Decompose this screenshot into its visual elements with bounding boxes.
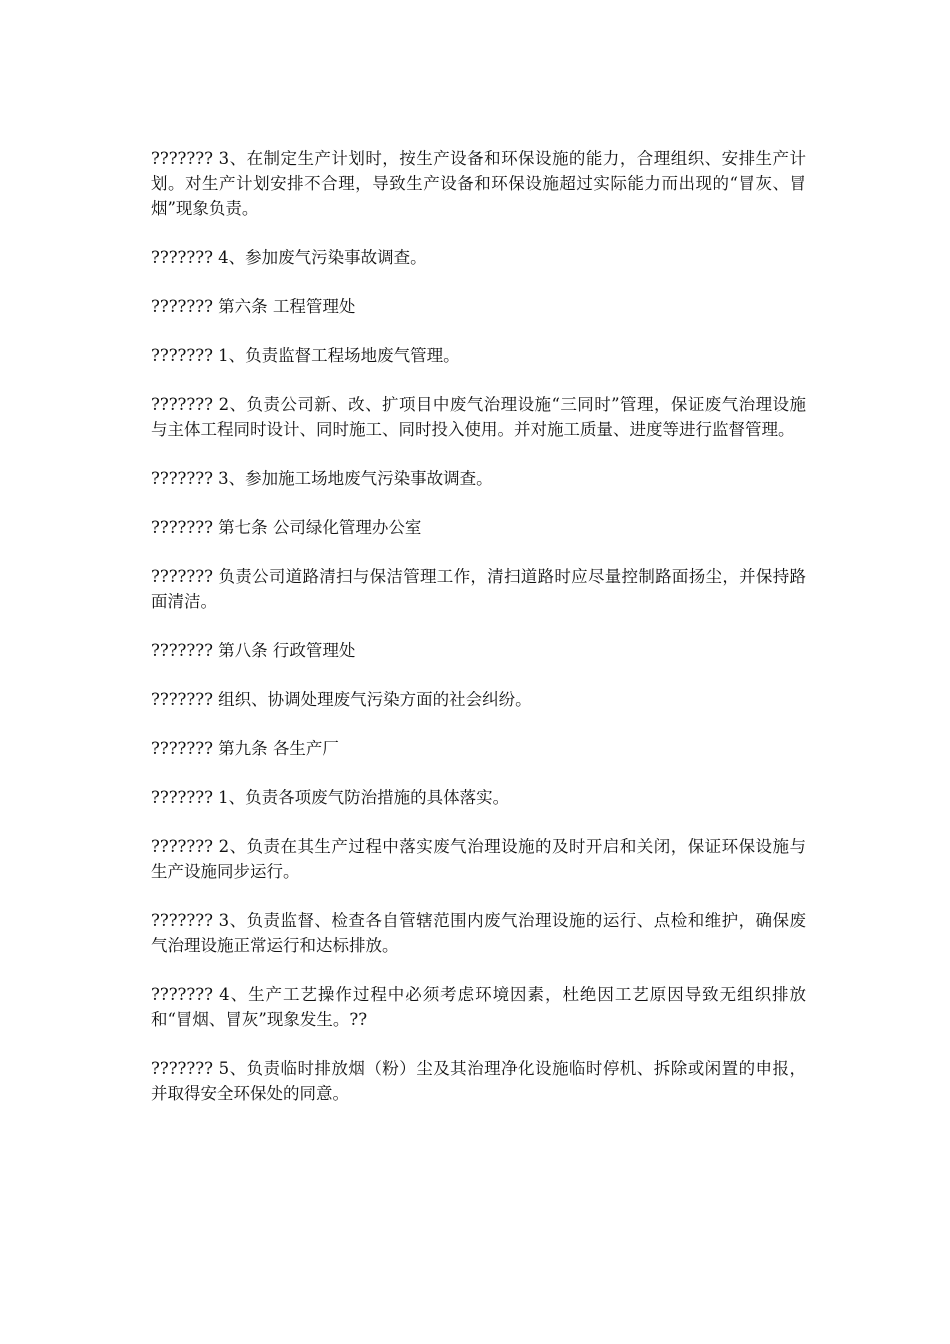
paragraph-site-supervision: ??????? 1、负责监督工程场地废气管理。	[151, 346, 460, 365]
paragraph-inspection-maintenance: ??????? 3、负责监督、检查各自管辖范围内废气治理设施的运行、点检和维护，确保废气治理设施正常运行和达标排放。	[151, 911, 806, 955]
paragraph-temporary-shutdown: ??????? 5、负责临时排放烟（粉）尘及其治理净化设施临时停机、拆除或闲置的申报，并取得安全环保处的同意。	[151, 1059, 806, 1103]
section-heading-article-8: ??????? 第八条 行政管理处	[151, 641, 356, 660]
document-body	[151, 146, 806, 1130]
paragraph-exhaust-investigation: ??????? 4、参加废气污染事故调查。	[151, 248, 427, 267]
paragraph-prevention-measures: ??????? 1、负责各项废气防治措施的具体落实。	[151, 788, 510, 807]
paragraph-process-factors: ??????? 4、生产工艺操作过程中必须考虑环境因素，杜绝因工艺原因导致无组织排放和“冒烟、冒灰”现象发生。??	[151, 985, 806, 1029]
paragraph-site-investigation: ??????? 3、参加施工场地废气污染事故调查。	[151, 469, 493, 488]
section-heading-article-9: ??????? 第九条 各生产厂	[151, 739, 339, 758]
paragraph-production-plan: ??????? 3、在制定生产计划时，按生产设备和环保设施的能力，合理组织、安排生产计划。对生产计划安排不合理，导致生产设备和环保设施超过实际能力而出现的“冒灰、冒烟”现象负责。	[151, 149, 806, 218]
section-heading-article-6: ??????? 第六条 工程管理处	[151, 297, 356, 316]
paragraph-road-cleaning: ??????? 负责公司道路清扫与保洁管理工作，清扫道路时应尽量控制路面扬尘，并保持路面清洁。	[151, 567, 806, 611]
section-heading-article-7: ??????? 第七条 公司绿化管理办公室	[151, 518, 422, 537]
paragraph-synchronous-operation: ??????? 2、负责在其生产过程中落实废气治理设施的及时开启和关闭，保证环保设施与生产设施同步运行。	[151, 837, 806, 881]
paragraph-social-disputes: ??????? 组织、协调处理废气污染方面的社会纠纷。	[151, 690, 532, 709]
paragraph-three-simultaneous: ??????? 2、负责公司新、改、扩项目中废气治理设施“三同时”管理，保证废气治理设施与主体工程同时设计、同时施工、同时投入使用。并对施工质量、进度等进行监督管理。	[151, 395, 806, 439]
